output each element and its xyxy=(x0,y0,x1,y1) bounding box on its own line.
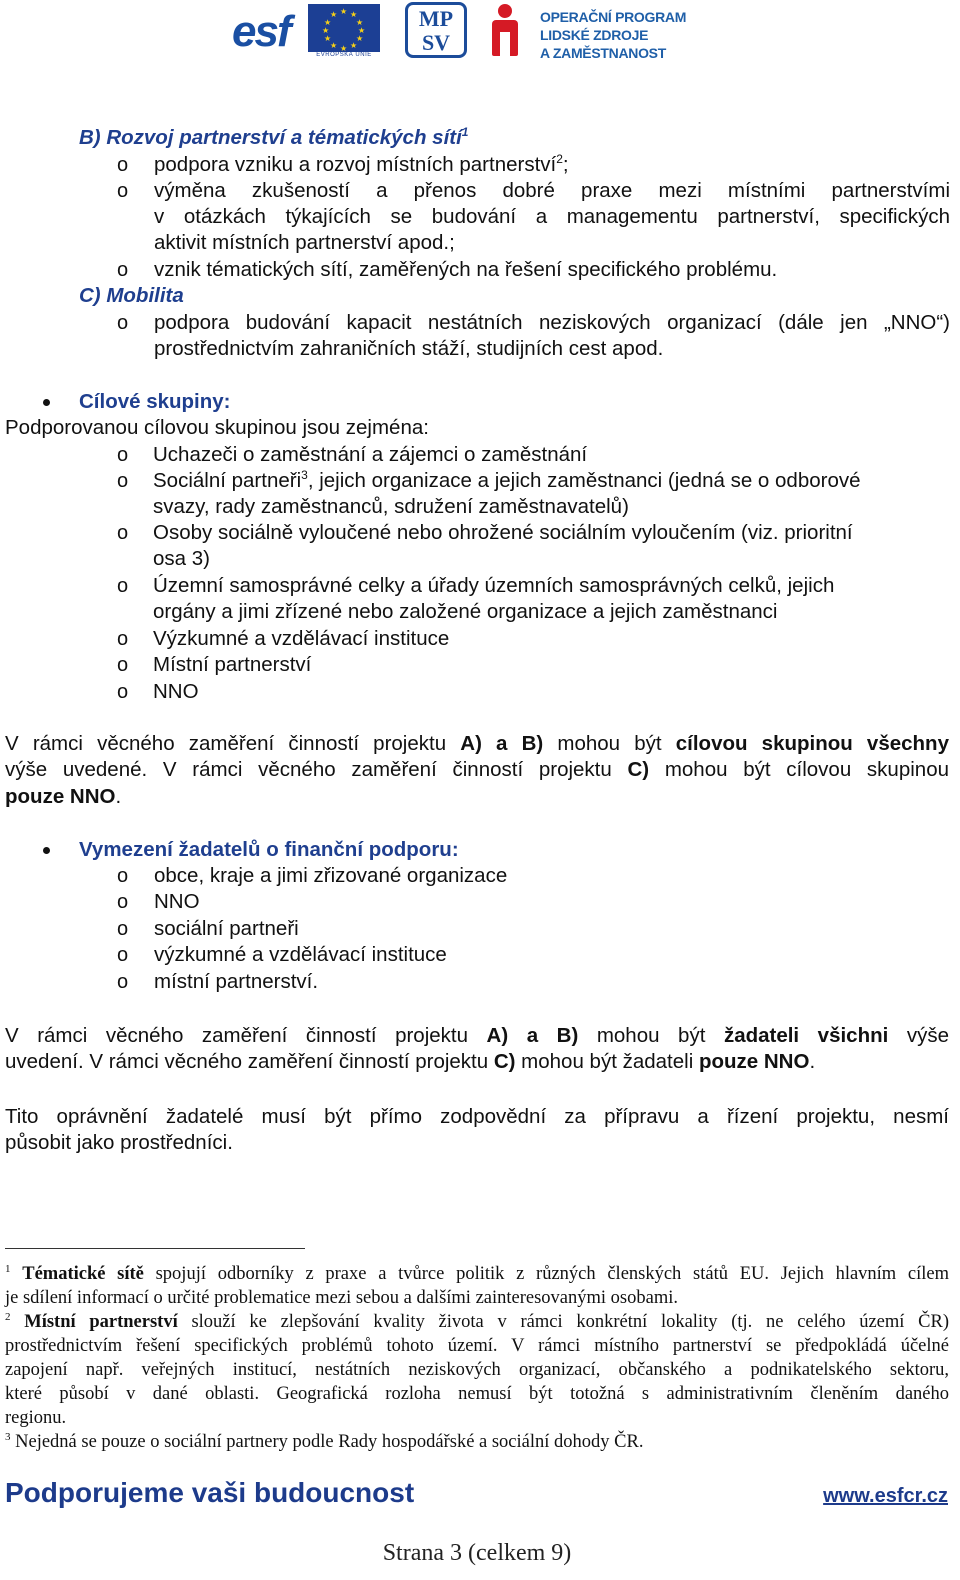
applicants-note-line: působit jako prostředníci. xyxy=(5,1131,233,1154)
header-logos xyxy=(230,0,710,64)
list-bullet: o xyxy=(117,180,129,202)
list-bullet: o xyxy=(117,259,129,281)
list-bullet: o xyxy=(117,944,129,966)
list-item-line: výměna zkušeností a přenos dobré praxe mezi místními partnerstvími xyxy=(154,179,950,202)
op-lzz-logo xyxy=(490,2,710,60)
list-item: sociální partneři xyxy=(154,917,299,940)
footer-website-link[interactable]: www.esfcr.cz xyxy=(823,1485,948,1507)
list-item: Sociální partneři$^3$, jejich organizace a jejich zaměstnanci (jedná se o odborové xyxy=(153,468,861,492)
list-item: podpora vzniku a rozvoj místních partnerství$^2$; xyxy=(154,152,569,176)
target-groups-intro: Podporovanou cílovou skupinou jsou zejména: xyxy=(5,416,429,439)
page-number: Strana 3 (celkem 9) xyxy=(382,1540,572,1566)
list-bullet: o xyxy=(117,865,129,887)
eu-flag-icon: ★ ★ ★ ★ ★ ★ ★ ★ ★ ★ ★ ★ xyxy=(308,4,380,52)
section-b-heading: B) Rozvoj partnerství a tématických sítí$^1$ xyxy=(79,125,469,149)
footnote-2: $^2$ Místní partnerství slouží ke zlepšování kvality života v rámci konkrétní lokality (tj. ne celého území ČR) prostřednictvím řešení specifických problémů tohoto území. V rámci místního partnerství se předpokládá účelné zapojení např. veřejných institucí, nestátních neziskových organizací, občanského a podnikatelského sektoru, které působí v dané oblasti. Geografická rozloha nemusí být totožná s administrativním členěním daného regionu. xyxy=(5,1310,949,1428)
footnote-3: $^3$ Nejedná se pouze o sociální partnery podle Rady hospodářské a sociální dohody ČR. xyxy=(5,1430,644,1452)
list-item-line: svazy, rady zaměstnanců, sdružení zaměstnavatelů) xyxy=(153,495,629,518)
list-bullet: o xyxy=(117,470,129,492)
list-bullet: o xyxy=(117,628,129,650)
list-item: Uchazeči o zaměstnání a zájemci o zaměstnání xyxy=(153,443,588,466)
list-item-line: osa 3) xyxy=(153,547,210,570)
target-groups-paragraph-line: V rámci věcného zaměření činností projektu A) a B) mohou být cílovou skupinou všechny xyxy=(5,732,949,755)
eu-caption: EVROPSKÁ UNIE xyxy=(316,52,372,58)
list-item-line: aktivit místních partnerství apod.; xyxy=(154,231,455,254)
list-item: Výzkumné a vzdělávací instituce xyxy=(153,627,450,650)
op-logo-line1: OPERAČNÍ PROGRAM xyxy=(540,9,687,25)
section-c-heading: C) Mobilita xyxy=(79,284,184,307)
target-groups-paragraph-line: výše uvedené. V rámci věcného zaměření činností projektu C) mohou být cílovou skupinou xyxy=(5,758,949,781)
list-bullet: o xyxy=(117,891,129,913)
esf-logo-text: esf xyxy=(232,7,290,56)
list-bullet: o xyxy=(117,575,129,597)
esf-logo xyxy=(230,2,380,60)
list-item-line: prostřednictvím zahraničních stáží, studijních cest apod. xyxy=(154,337,664,360)
op-logo-line3: A ZAMĚSTNANOST xyxy=(540,45,666,61)
list-item: Místní partnerství xyxy=(153,653,312,676)
op-logo-line2: LIDSKÉ ZDROJE xyxy=(540,27,649,43)
list-bullet: o xyxy=(117,918,129,940)
op-person-icon xyxy=(490,4,526,58)
list-bullet: o xyxy=(117,971,129,993)
list-item-line: podpora budování kapacit nestátních neziskových organizací (dále jen „NNO“) xyxy=(154,311,950,334)
list-bullet: o xyxy=(117,654,129,676)
list-item: výzkumné a vzdělávací instituce xyxy=(154,943,447,966)
applicants-note-line: Tito oprávnění žadatelé musí být přímo zodpovědní za přípravu a řízení projektu, nesmí xyxy=(5,1105,949,1128)
list-item: obce, kraje a jimi zřizované organizace xyxy=(154,864,508,887)
applicants-heading: Vymezení žadatelů o finanční podporu: xyxy=(79,838,459,861)
mpsv-logo xyxy=(405,2,467,58)
footnote-divider xyxy=(5,1248,305,1249)
bullet-dot xyxy=(43,399,50,406)
list-item: místní partnerství. xyxy=(154,970,319,993)
list-item-line: orgány a jimi zřízené nebo založené organizace a jejich zaměstnanci xyxy=(153,600,778,623)
list-item: vznik tématických sítí, zaměřených na řešení specifického problému. xyxy=(154,258,778,281)
list-bullet: o xyxy=(117,681,129,703)
target-groups-heading: Cílové skupiny: xyxy=(79,390,231,413)
mpsv-logo-line2: SV xyxy=(421,30,451,55)
list-item-line: v otázkách týkajících se budování a managementu partnerství, specifických xyxy=(154,205,950,228)
list-bullet: o xyxy=(117,444,129,466)
list-item: Územní samosprávné celky a úřady územních samosprávných celků, jejich xyxy=(153,574,835,597)
list-bullet: o xyxy=(117,312,129,334)
applicants-paragraph-line: V rámci věcného zaměření činností projektu A) a B) mohou být žadateli všichni výše xyxy=(5,1024,949,1047)
list-item: NNO xyxy=(153,680,199,703)
list-bullet: o xyxy=(117,522,129,544)
footer-slogan: Podporujeme vaši budoucnost xyxy=(5,1477,415,1508)
mpsv-logo-line1: MP xyxy=(418,6,454,31)
list-item: Osoby sociálně vyloučené nebo ohrožené sociálním vyloučením (viz. prioritní xyxy=(153,521,853,544)
list-bullet: o xyxy=(117,154,129,176)
applicants-paragraph-line: uvedení. V rámci věcného zaměření činností projektu C) mohou být žadateli pouze NNO. xyxy=(5,1050,816,1073)
target-groups-paragraph-line: pouze NNO. xyxy=(5,785,122,808)
list-item: NNO xyxy=(154,890,200,913)
bullet-dot xyxy=(43,847,50,854)
footnote-1: $^1$ Tématické sítě spojují odborníky z praxe a tvůrce politik z různých členských států EU. Jejich hlavním cílem je sdílení informací o určité problematice mezi sebou a dalšími zainteresovanými osobami. xyxy=(5,1262,950,1308)
